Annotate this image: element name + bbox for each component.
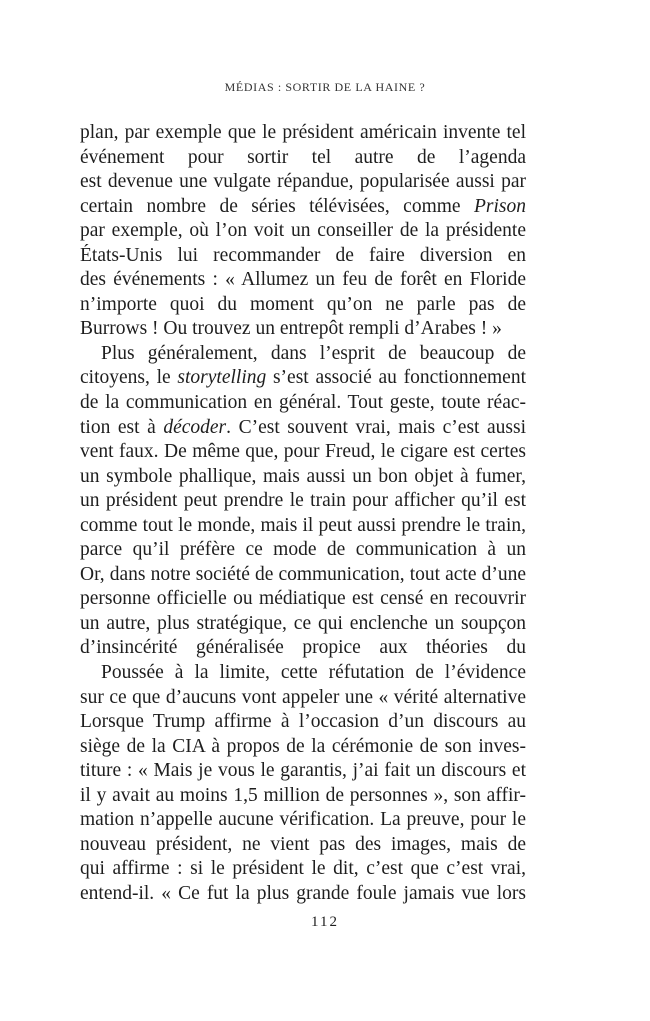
text-run: de la communication en général. Tout geste, toute réac- xyxy=(80,392,526,414)
text-line xyxy=(80,686,526,711)
body-text xyxy=(80,121,526,907)
text-line xyxy=(80,759,526,784)
text-run: personne officielle ou médiatique est censé en recouvrir xyxy=(80,588,526,610)
text-line xyxy=(80,244,526,269)
text-run: comme tout le monde, mais il peut aussi prendre le train, xyxy=(80,514,526,536)
text-run: vent faux. De même que, pour Freud, le cigare est certes xyxy=(80,441,526,463)
running-head: MÉDIAS : SORTIR DE LA HAINE ? xyxy=(224,80,426,94)
paragraph-3 xyxy=(80,661,526,906)
text-line xyxy=(80,882,526,907)
text-line xyxy=(80,514,526,539)
text-line xyxy=(80,195,526,220)
text-run: des événements : « Allumez un feu de forêt en Floride xyxy=(80,269,526,291)
text-line xyxy=(80,857,526,882)
text-run: siège de la CIA à propos de la cérémonie de son inves- xyxy=(80,735,526,757)
italic-run: storytelling xyxy=(177,367,267,389)
text-line xyxy=(80,366,526,391)
text-run: États-Unis lui recommander de faire diversion en xyxy=(80,244,526,266)
text-line xyxy=(80,219,526,244)
text-line xyxy=(80,465,526,490)
text-line xyxy=(80,636,526,661)
paragraph-1 xyxy=(80,121,526,342)
text-run: événement pour sortir tel autre de l’agenda xyxy=(80,146,526,168)
text-run: . C’est souvent vrai, mais c’est aussi xyxy=(226,416,526,438)
text-line xyxy=(80,121,526,146)
text-line xyxy=(80,735,526,760)
text-run: n’importe quoi du moment qu’on ne parle pas de xyxy=(80,293,526,315)
text-run: certain nombre de séries télévisées, comme xyxy=(80,195,474,217)
text-run: est devenue une vulgate répandue, popularisée aussi par xyxy=(80,171,526,193)
italic-run: Prison xyxy=(473,195,526,217)
text-run: un président peut prendre le train pour afficher qu’il est xyxy=(80,490,526,512)
text-run: nouveau président, ne vient pas des images, mais de xyxy=(80,833,526,855)
text-line xyxy=(80,784,526,809)
text-line xyxy=(80,440,526,465)
text-run: il y avait au moins 1,5 million de personnes », son affir- xyxy=(80,784,526,806)
text-run: sur ce que d’aucuns vont appeler une « vérité alternative xyxy=(80,686,526,708)
text-run: Poussée à la limite, cette réfutation de l’évidence xyxy=(101,662,526,684)
text-line xyxy=(80,391,526,416)
text-line xyxy=(80,587,526,612)
text-line xyxy=(80,833,526,858)
text-line xyxy=(80,317,526,342)
text-line xyxy=(80,808,526,833)
text-line xyxy=(80,612,526,637)
text-run: par exemple, où l’on voit un conseiller de la présidente xyxy=(80,220,526,242)
text-line xyxy=(80,170,526,195)
text-run: entend-il. « Ce fut la plus grande foule jamais vue lors xyxy=(80,882,526,904)
text-line xyxy=(80,293,526,318)
text-run: Burrows ! Ou trouvez un entrepôt rempli d’Arabes ! » xyxy=(80,318,502,340)
text-line xyxy=(80,146,526,171)
text-run: qui affirme : si le président le dit, c’est que c’est vrai, xyxy=(80,858,526,880)
text-line xyxy=(80,268,526,293)
text-run: Plus généralement, dans l’esprit de beaucoup de xyxy=(101,342,526,364)
text-run: tion est à xyxy=(80,416,164,438)
text-run: citoyens, le xyxy=(80,367,178,389)
text-line xyxy=(80,563,526,588)
text-line xyxy=(80,710,526,735)
paragraph-2 xyxy=(80,342,526,661)
italic-run: décoder xyxy=(163,416,227,438)
page-number: 112 xyxy=(311,914,339,930)
text-run: Or, dans notre société de communication, tout acte d’une xyxy=(80,563,526,585)
text-run: un symbole phallique, mais aussi un bon objet à fumer, xyxy=(80,465,526,487)
text-run: mation n’appelle aucune vérification. La preuve, pour le xyxy=(80,809,526,831)
text-line xyxy=(80,538,526,563)
text-line xyxy=(80,342,526,367)
text-run: titure : « Mais je vous le garantis, j’ai fait un discours et xyxy=(80,760,526,782)
text-line xyxy=(80,661,526,686)
text-run: d’insincérité généralisée propice aux théories du xyxy=(80,637,526,659)
text-run: s’est associé au fonctionnement xyxy=(266,367,526,389)
text-line xyxy=(80,489,526,514)
text-run: plan, par exemple que le président américain invente tel xyxy=(80,122,526,143)
text-line xyxy=(80,416,526,441)
text-run: un autre, plus stratégique, ce qui enclenche un soupçon xyxy=(80,612,526,634)
text-run: parce qu’il préfère ce mode de communication à un xyxy=(80,539,526,561)
text-run: Lorsque Trump affirme à l’occasion d’un discours au xyxy=(80,711,526,733)
